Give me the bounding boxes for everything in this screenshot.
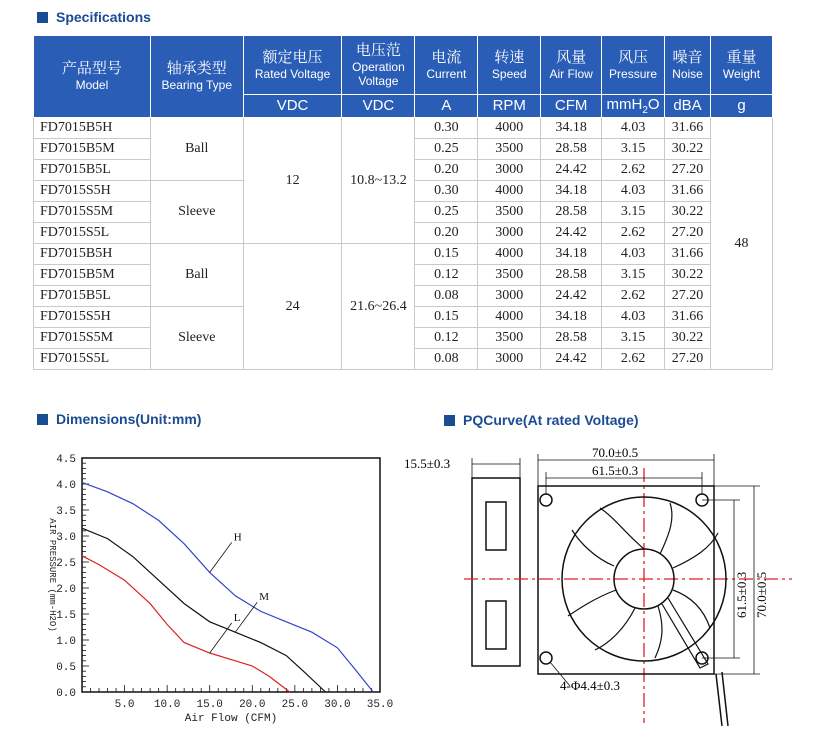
table-cell: 2.62	[602, 223, 665, 244]
header-cell	[243, 36, 342, 95]
table-cell: 3500	[478, 139, 541, 160]
table-cell: 4.03	[602, 307, 665, 328]
y-tick-label: 1.5	[56, 610, 76, 622]
header-cn: 轴承类型	[166, 60, 227, 78]
table-cell: 34.18	[541, 244, 602, 265]
x-tick-label: 25.0	[281, 699, 309, 711]
table-cell: 24.42	[541, 349, 602, 370]
square-bullet-icon	[37, 414, 48, 425]
table-cell: 0.08	[415, 286, 478, 307]
table-cell: 3.15	[602, 139, 665, 160]
plot-frame	[82, 458, 380, 692]
table-body	[34, 118, 773, 370]
y-tick-label: 0.5	[56, 662, 76, 674]
unit-cell: g	[710, 95, 772, 118]
fan-side-view	[472, 458, 520, 666]
header-en: Pressure	[609, 66, 658, 81]
table-cell: 27.20	[665, 160, 711, 181]
header-cn: 噪音	[672, 48, 703, 66]
spec-table	[33, 35, 773, 370]
series-label-h: H	[233, 531, 242, 544]
table-cell: 27.20	[665, 349, 711, 370]
table-cell: 12	[243, 118, 342, 244]
table-cell: 27.20	[665, 223, 711, 244]
header-cell	[150, 36, 243, 118]
unit-o: O	[647, 95, 660, 113]
y-tick-label: 3.5	[56, 506, 76, 518]
table-cell: FD7015B5L	[34, 160, 151, 181]
table-cell: FD7015B5L	[34, 286, 151, 307]
unit-cell: dBA	[665, 95, 711, 118]
table-cell: FD7015S5H	[34, 181, 151, 202]
header-cell	[710, 36, 772, 95]
table-cell: 2.62	[602, 349, 665, 370]
header-cn: 转速	[494, 48, 525, 66]
header-cell	[34, 36, 151, 118]
table-cell: 31.66	[665, 118, 711, 139]
y-tick-label: 1.0	[56, 636, 76, 648]
table-cell: 4.03	[602, 118, 665, 139]
series-leader-l	[210, 623, 232, 653]
table-cell: 0.12	[415, 328, 478, 349]
table-cell: 0.20	[415, 160, 478, 181]
table-cell: 48	[710, 118, 772, 370]
table-cell: 4000	[478, 307, 541, 328]
table-cell: 3000	[478, 160, 541, 181]
y-tick-label: 0.0	[56, 688, 76, 700]
table-cell: 2.62	[602, 286, 665, 307]
table-cell: 0.30	[415, 118, 478, 139]
table-cell: 27.20	[665, 286, 711, 307]
dimension-drawing	[400, 438, 800, 735]
header-en: Current	[426, 66, 467, 81]
table-cell: 3.15	[602, 202, 665, 223]
y-axis-label: AIR PRESSURE (mm-H2O)	[47, 518, 57, 632]
header-cn: 产品型号	[61, 60, 122, 78]
table-cell: 30.22	[665, 202, 711, 223]
header-en: Air Flow	[549, 66, 593, 81]
thickness-dim: 15.5±0.3	[404, 456, 451, 471]
table-cell: 0.15	[415, 307, 478, 328]
unit-cell: CFM	[541, 95, 602, 118]
table-cell: 3000	[478, 286, 541, 307]
x-tick-label: 10.0	[153, 699, 181, 711]
table-cell: 24.42	[541, 160, 602, 181]
series-line-m	[82, 528, 326, 692]
x-tick-label: 20.0	[239, 699, 266, 711]
header-cell	[415, 36, 478, 95]
header-en: Rated Voltage	[254, 66, 331, 81]
table-cell: 34.18	[541, 181, 602, 202]
x-tick-label: 35.0	[366, 699, 394, 711]
table-cell: 0.25	[415, 139, 478, 160]
table-cell: FD7015S5M	[34, 328, 151, 349]
table-cell: 3000	[478, 349, 541, 370]
unit-cell: A	[415, 95, 478, 118]
table-cell: 4000	[478, 118, 541, 139]
header-cn: 电压范	[355, 41, 401, 59]
table-cell: 3.15	[602, 328, 665, 349]
inner-height-dim: 61.5±0.3	[734, 571, 749, 618]
header-en: Operation Voltage	[352, 59, 405, 88]
header-en: Speed	[491, 66, 527, 81]
unit-cell	[602, 95, 665, 118]
pq-chart	[40, 440, 400, 730]
series-leader-h	[210, 542, 232, 572]
pqcurve-title: PQCurve(At rated Voltage)	[463, 412, 639, 428]
fan-drawing-svg	[400, 438, 800, 730]
table-cell: 21.6~26.4	[342, 244, 415, 370]
table-cell: 4.03	[602, 244, 665, 265]
table-cell: 0.20	[415, 223, 478, 244]
header-cn: 电流	[431, 48, 462, 66]
table-cell: FD7015B5H	[34, 118, 151, 139]
square-bullet-icon	[444, 415, 455, 426]
header-cell	[602, 36, 665, 95]
table-cell: Sleeve	[150, 307, 243, 370]
table-cell: 4000	[478, 181, 541, 202]
series-line-l	[82, 556, 290, 692]
table-cell: 4.03	[602, 181, 665, 202]
inner-width-dim: 61.5±0.3	[592, 463, 639, 478]
table-cell: 10.8~13.2	[342, 118, 415, 244]
header-cn: 风量	[556, 48, 587, 66]
header-en: Noise	[672, 66, 703, 81]
table-cell: 31.66	[665, 244, 711, 265]
unit-cell: RPM	[478, 95, 541, 118]
table-cell: FD7015B5H	[34, 244, 151, 265]
table-cell: Sleeve	[150, 181, 243, 244]
unit-sub: 2	[642, 104, 648, 116]
table-cell: FD7015S5M	[34, 202, 151, 223]
table-cell: FD7015S5L	[34, 349, 151, 370]
table-cell: 31.66	[665, 181, 711, 202]
x-axis-label: Air Flow (CFM)	[184, 713, 278, 725]
unit-cell: VDC	[342, 95, 415, 118]
table-cell: FD7015B5M	[34, 265, 151, 286]
outer-height-dim: 70.0±0.5	[754, 571, 769, 618]
table-cell: 0.25	[415, 202, 478, 223]
y-tick-label: 4.0	[56, 480, 76, 492]
table-cell: 30.22	[665, 328, 711, 349]
table-cell: FD7015S5L	[34, 223, 151, 244]
table-cell: 3000	[478, 223, 541, 244]
x-tick-label: 15.0	[196, 699, 223, 711]
header-en: Model	[75, 78, 109, 93]
header-cell	[342, 36, 415, 95]
y-tick-label: 3.0	[56, 532, 76, 544]
right-dimension-lines	[702, 486, 760, 674]
table-cell: 34.18	[541, 118, 602, 139]
y-tick-label: 2.0	[56, 584, 76, 596]
table-row	[34, 244, 773, 265]
table-cell: Ball	[150, 244, 243, 307]
outer-width-dim: 70.0±0.5	[592, 445, 639, 460]
unit-mmh: mmH	[606, 95, 643, 113]
table-cell: 3500	[478, 202, 541, 223]
specifications-title: Specifications	[56, 9, 151, 25]
table-cell: 24	[243, 244, 342, 370]
unit-cell: VDC	[243, 95, 342, 118]
table-cell: 30.22	[665, 265, 711, 286]
table-cell: 0.12	[415, 265, 478, 286]
x-tick-label: 5.0	[114, 699, 135, 711]
table-cell: 28.58	[541, 328, 602, 349]
header-cn: 重量	[726, 48, 757, 66]
table-cell: 30.22	[665, 139, 711, 160]
table-cell: Ball	[150, 118, 243, 181]
table-cell: 28.58	[541, 202, 602, 223]
dimensions-heading	[37, 411, 201, 427]
header-cell	[665, 36, 711, 95]
table-cell: 0.15	[415, 244, 478, 265]
table-cell: 24.42	[541, 286, 602, 307]
table-cell: 3.15	[602, 265, 665, 286]
header-cell	[541, 36, 602, 95]
header-cn: 风压	[618, 48, 649, 66]
holes-dim: 4-Φ4.4±0.3	[560, 678, 620, 693]
header-row	[34, 36, 773, 95]
table-cell: 3500	[478, 328, 541, 349]
specifications-heading	[37, 9, 151, 25]
series-label-m: M	[259, 591, 270, 604]
table-cell: 28.58	[541, 139, 602, 160]
table-cell: FD7015B5M	[34, 139, 151, 160]
y-tick-label: 4.5	[56, 454, 76, 466]
header-en: Weight	[722, 66, 761, 81]
pq-chart-svg	[40, 440, 400, 725]
table-cell: 0.08	[415, 349, 478, 370]
table-cell: 28.58	[541, 265, 602, 286]
table-cell: 31.66	[665, 307, 711, 328]
table-cell: 3500	[478, 265, 541, 286]
table-cell: FD7015S5H	[34, 307, 151, 328]
series-line-h	[82, 482, 373, 692]
table-cell: 24.42	[541, 223, 602, 244]
table-cell: 0.30	[415, 181, 478, 202]
table-cell: 2.62	[602, 160, 665, 181]
series-label-l: L	[233, 612, 241, 624]
y-tick-label: 2.5	[56, 558, 76, 570]
table-cell: 4000	[478, 244, 541, 265]
dimensions-title: Dimensions(Unit:mm)	[56, 411, 202, 427]
header-cell	[478, 36, 541, 95]
table-cell: 34.18	[541, 307, 602, 328]
header-cn: 额定电压	[262, 48, 323, 66]
header-en: Bearing Type	[161, 78, 233, 93]
x-tick-label: 30.0	[324, 699, 351, 711]
table-row	[34, 118, 773, 139]
pqcurve-heading	[444, 412, 639, 428]
square-bullet-icon	[37, 12, 48, 23]
